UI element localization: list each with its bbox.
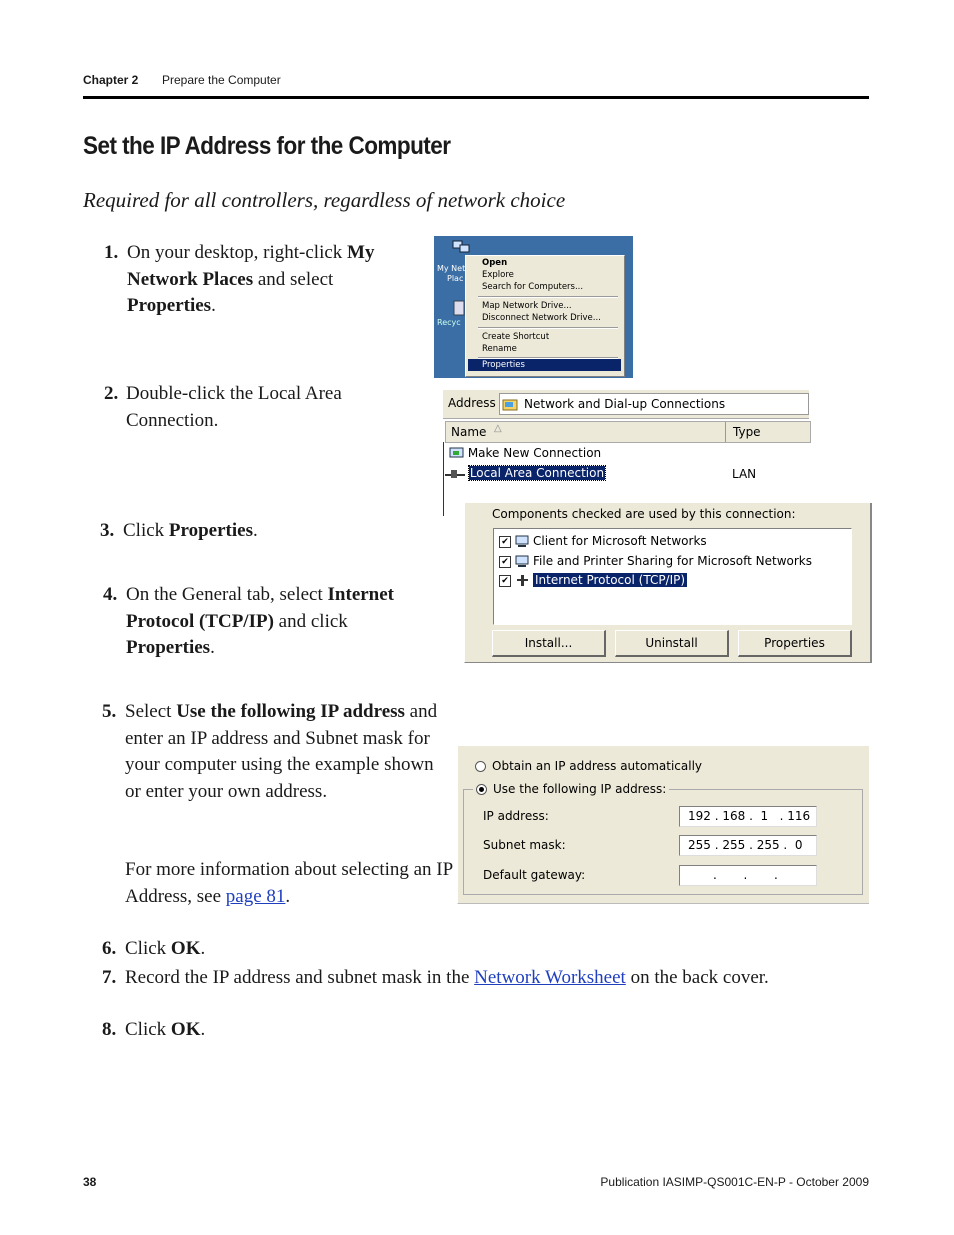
address-label: Address [448,396,496,410]
network-connections-screenshot [443,390,809,516]
step-text [125,1017,425,1044]
context-menu [465,255,625,377]
step-text-part: Click [123,520,169,541]
menu-item-explore[interactable]: Explore [482,270,514,280]
step-text [125,936,425,963]
step-note-end: . [285,885,291,907]
column-name-header[interactable]: Name [451,425,487,439]
network-worksheet-link[interactable]: Network Worksheet [474,967,626,988]
subnet-mask-value: 255 . 255 . 255 . 0 [688,838,803,852]
step-text-part: . [211,295,216,316]
checkbox-checked[interactable]: ✔ [499,575,511,587]
ui-term: My Network Places [127,242,375,290]
file-sharing-icon [515,554,533,568]
sort-ascending-icon: △ [494,423,502,434]
checkbox-checked[interactable]: ✔ [499,536,511,548]
step-text-part: and select [253,268,334,290]
desktop-icon-label: Recyc [437,318,461,327]
connection-name: Make New Connection [467,446,602,460]
step-text-part: . [200,1019,206,1040]
menu-item-properties[interactable]: Properties [482,360,525,370]
network-places-icon [452,239,470,253]
step-text-part: and enter an IP address and Subnet mask for your computer using the example shown or enter your own address. [125,701,438,802]
step-number: 4. [103,584,118,605]
step-text-part: Record the IP address and subnet mask in the [125,967,475,988]
column-type-header[interactable]: Type [733,425,761,439]
step-text [127,240,417,320]
menu-item-open[interactable]: Open [482,258,508,268]
auto-ip-label: Obtain an IP address automatically [492,759,703,773]
chapter-title: Prepare the Computer [162,73,281,87]
column-headers [445,421,811,443]
page-subtitle: Required for all controllers, regardless of network choice [83,188,566,212]
menu-item-search-computers[interactable]: Search for Computers... [482,282,584,292]
header-rule [83,96,869,99]
component-item[interactable] [499,554,812,568]
menu-item-create-shortcut[interactable]: Create Shortcut [482,332,550,342]
ui-term: Properties [126,637,211,658]
component-label: Client for Microsoft Networks [533,534,707,548]
step-number: 3. [100,520,115,541]
step-note [125,857,455,910]
connection-name-selected: Local Area Connection [469,466,605,480]
ui-term: Properties [168,520,253,541]
publication-info: Publication IASIMP-QS001C-EN-P - October 2009 [600,1175,869,1189]
uninstall-button[interactable]: Uninstall [615,630,729,657]
ip-settings-screenshot [457,746,869,904]
address-field[interactable] [499,393,809,415]
step-text-part: . [252,520,258,541]
auto-ip-option[interactable] [475,759,702,773]
subnet-mask-field[interactable] [679,835,817,856]
component-label: File and Printer Sharing for Microsoft Networks [533,554,812,568]
components-list [493,528,852,625]
step-number: 2. [104,383,119,404]
desktop-icon-label: My Net [437,264,466,273]
step-number: 6. [102,938,117,959]
components-screenshot [464,503,872,663]
menu-item-disconnect-drive[interactable]: Disconnect Network Drive... [482,313,601,323]
ip-address-value: 192 . 168 . 1 . 116 [688,809,811,823]
default-gateway-value: . . . [713,868,778,882]
ui-term: OK [170,1019,201,1040]
install-button[interactable]: Install... [492,630,606,657]
ip-address-label: IP address: [483,809,549,823]
component-item[interactable] [499,534,707,548]
step-number: 5. [102,701,117,722]
subnet-mask-label: Subnet mask: [483,838,566,852]
step-text-part: On the General tab, select [126,584,328,605]
step-text [125,699,453,805]
default-gateway-label: Default gateway: [483,868,586,882]
step-number: 7. [102,967,117,988]
list-item[interactable] [445,466,605,480]
protocol-icon [515,573,533,587]
step-text [126,582,436,662]
step-number: 1. [104,242,119,263]
manual-ip-option[interactable] [473,782,669,796]
step-text-part: Select [125,701,177,722]
new-connection-icon [449,446,464,460]
folder-icon [502,396,518,415]
step-text [123,518,423,545]
properties-button[interactable]: Properties [738,630,852,657]
lan-connection-icon [445,466,465,480]
radio-unselected[interactable] [475,761,486,772]
step-text-part: On your desktop, right-click [127,242,348,263]
step-text-part: . [210,637,215,658]
step-text-part: . [200,938,206,959]
step-text [125,965,885,992]
components-label: Components checked are used by this connection: [492,507,796,521]
ui-term: Properties [127,295,212,316]
step-text-part: Click [125,938,171,959]
manual-ip-label: Use the following IP address: [493,782,667,796]
network-client-icon [515,534,533,548]
chapter-label: Chapter 2 [83,73,139,87]
radio-selected[interactable] [476,784,487,795]
step-text: Double-click the Local Area Connection. [126,383,342,431]
address-value: Network and Dial-up Connections [524,397,726,411]
step-text-part: on the back cover. [625,967,769,988]
column-divider [725,422,726,442]
component-label-selected: Internet Protocol (TCP/IP) [535,573,686,587]
window-edge [443,442,444,516]
address-bar [443,390,809,419]
menu-separator [478,327,618,329]
menu-item-map-drive[interactable]: Map Network Drive... [482,301,572,311]
menu-item-rename[interactable]: Rename [482,344,517,354]
ui-term: Use the following IP address [176,701,405,722]
page-81-link[interactable]: page 81 [225,885,286,907]
desktop-icon-label: Plac [447,274,464,283]
connection-type: LAN [732,467,757,481]
ui-term: Internet Protocol (TCP/IP) [126,584,395,632]
default-gateway-field[interactable] [679,865,817,886]
step-number: 8. [102,1019,117,1040]
menu-separator [478,296,618,298]
ui-term: OK [170,938,201,959]
step-note-text: For more information about selecting an IP Address, see [125,859,453,907]
checkbox-checked[interactable]: ✔ [499,556,511,568]
component-item[interactable] [499,573,687,587]
manual-ip-group [463,789,863,895]
page-title: Set the IP Address for the Computer [83,132,451,160]
step-text-part: and click [273,610,348,632]
context-menu-screenshot [434,236,633,378]
step-text-part: Click [125,1019,171,1040]
page-number: 38 [83,1175,97,1189]
ip-address-field[interactable] [679,806,817,827]
list-item[interactable] [449,446,601,460]
